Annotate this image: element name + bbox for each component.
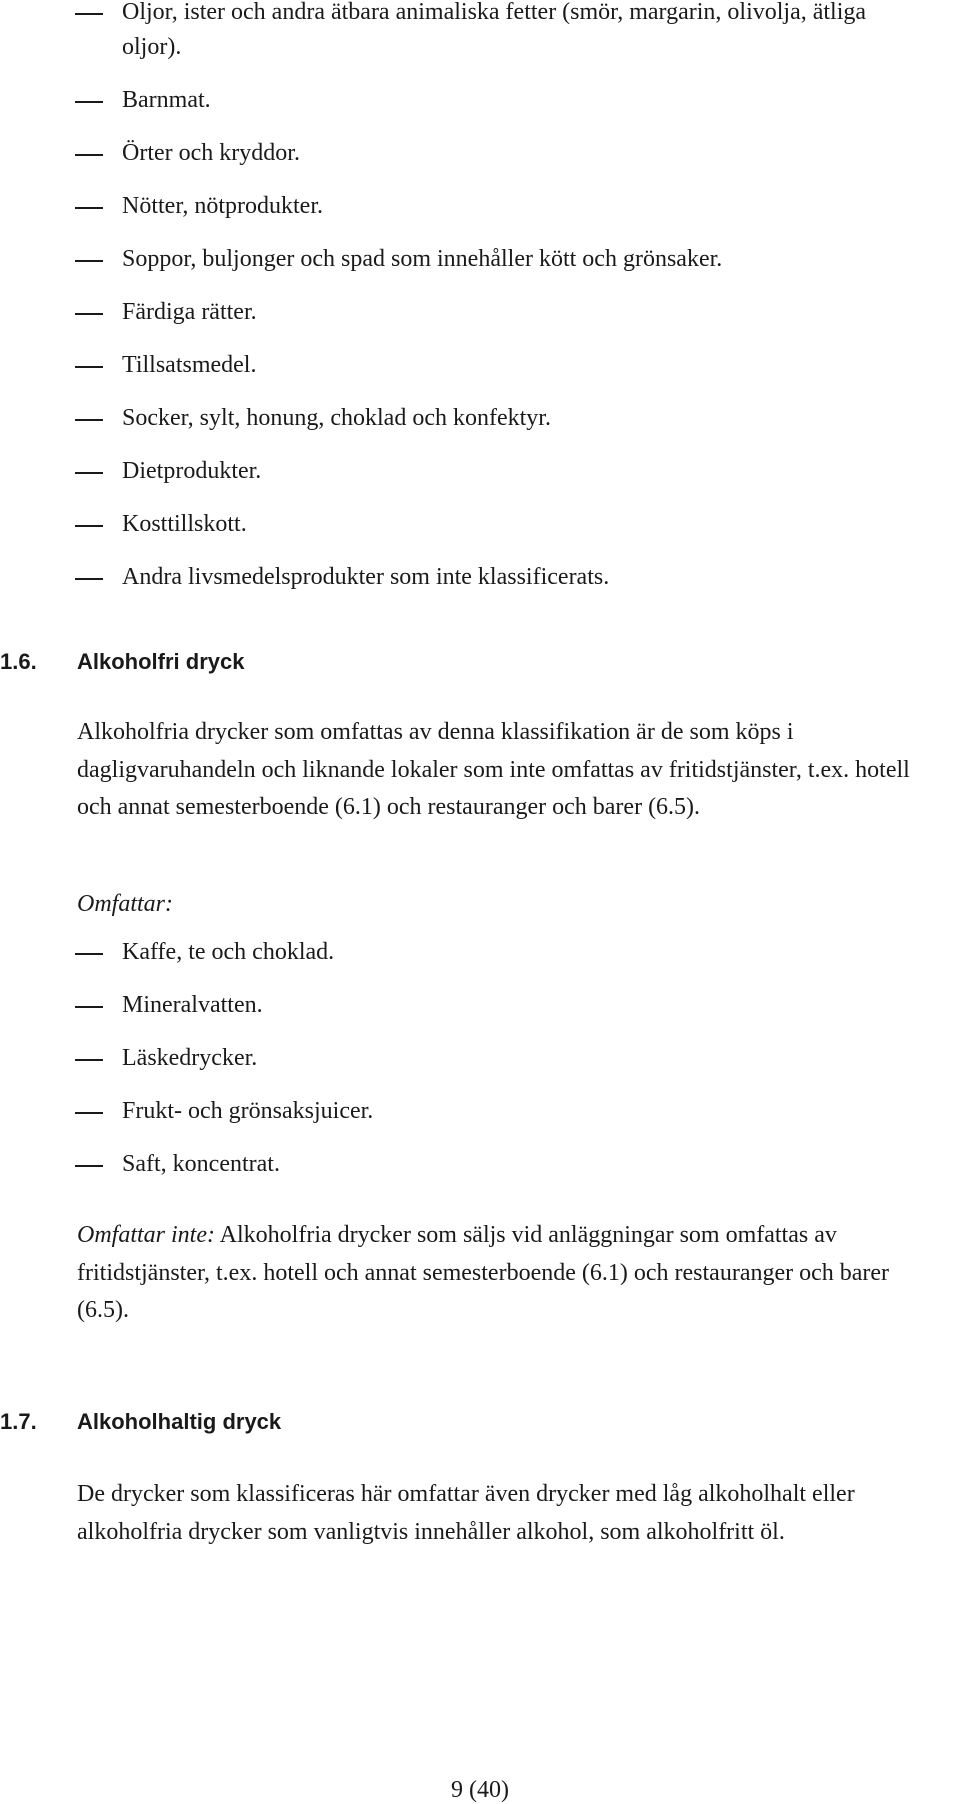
includes-list [75, 935, 875, 1200]
list-item: Andra livsmedelsprodukter som inte klassificerats. [75, 560, 875, 595]
list-item: Mineralvatten. [75, 988, 875, 1023]
page-number: 9 (40) [451, 1777, 509, 1803]
includes-label: Omfattar: [77, 891, 173, 917]
section-heading-1-7 [0, 1408, 281, 1436]
section-title: Alkoholfri dryck [77, 649, 245, 674]
excludes-text: Alkoholfria drycker som säljs vid anläggningar som omfattas av fritidstjänster, t.ex. hotell och annat semesterboende (6.1) och restauranger och barer (6.5). [77, 1222, 890, 1323]
list-item: Färdiga rätter. [75, 295, 875, 330]
list-item: Läskedrycker. [75, 1041, 875, 1076]
list-item: Frukt- och grönsaksjuicer. [75, 1094, 875, 1129]
section-heading-1-6 [0, 648, 244, 676]
list-item: Soppor, buljonger och spad som innehåller kött och grönsaker. [75, 242, 875, 277]
excludes-paragraph [77, 1217, 937, 1330]
list-item: Tillsatsmedel. [75, 348, 875, 383]
list-item: Barnmat. [75, 83, 875, 118]
list-item: Örter och kryddor. [75, 136, 875, 171]
list-item: Saft, koncentrat. [75, 1147, 875, 1182]
list-item: Dietprodukter. [75, 454, 875, 489]
list-item: Kaffe, te och choklad. [75, 935, 875, 970]
food-list [75, 0, 875, 613]
section-body: De drycker som klassificeras här omfattar även drycker med låg alkoholhalt eller alkoholfria drycker som vanligtvis innehåller alkohol, som alkoholfritt öl. [77, 1481, 855, 1545]
excludes-label: Omfattar inte: [77, 1222, 215, 1248]
section-number: 1.7. [0, 1409, 37, 1434]
list-item: Oljor, ister och andra ätbara animaliska fetter (smör, margarin, olivolja, ätliga oljor). [75, 0, 875, 65]
section-number: 1.6. [0, 649, 37, 674]
section-body: Alkoholfria drycker som omfattas av denna klassifikation är de som köps i dagligvaruhandeln och liknande lokaler som inte omfattas av fritidstjänster, t.ex. hotell och annat semesterboende (6.1) och restauranger och barer (6.5). [77, 719, 910, 820]
section-title: Alkoholhaltig dryck [77, 1409, 282, 1434]
list-item: Kosttillskott. [75, 507, 875, 542]
list-item: Socker, sylt, honung, choklad och konfektyr. [75, 401, 875, 436]
list-item: Nötter, nötprodukter. [75, 189, 875, 224]
